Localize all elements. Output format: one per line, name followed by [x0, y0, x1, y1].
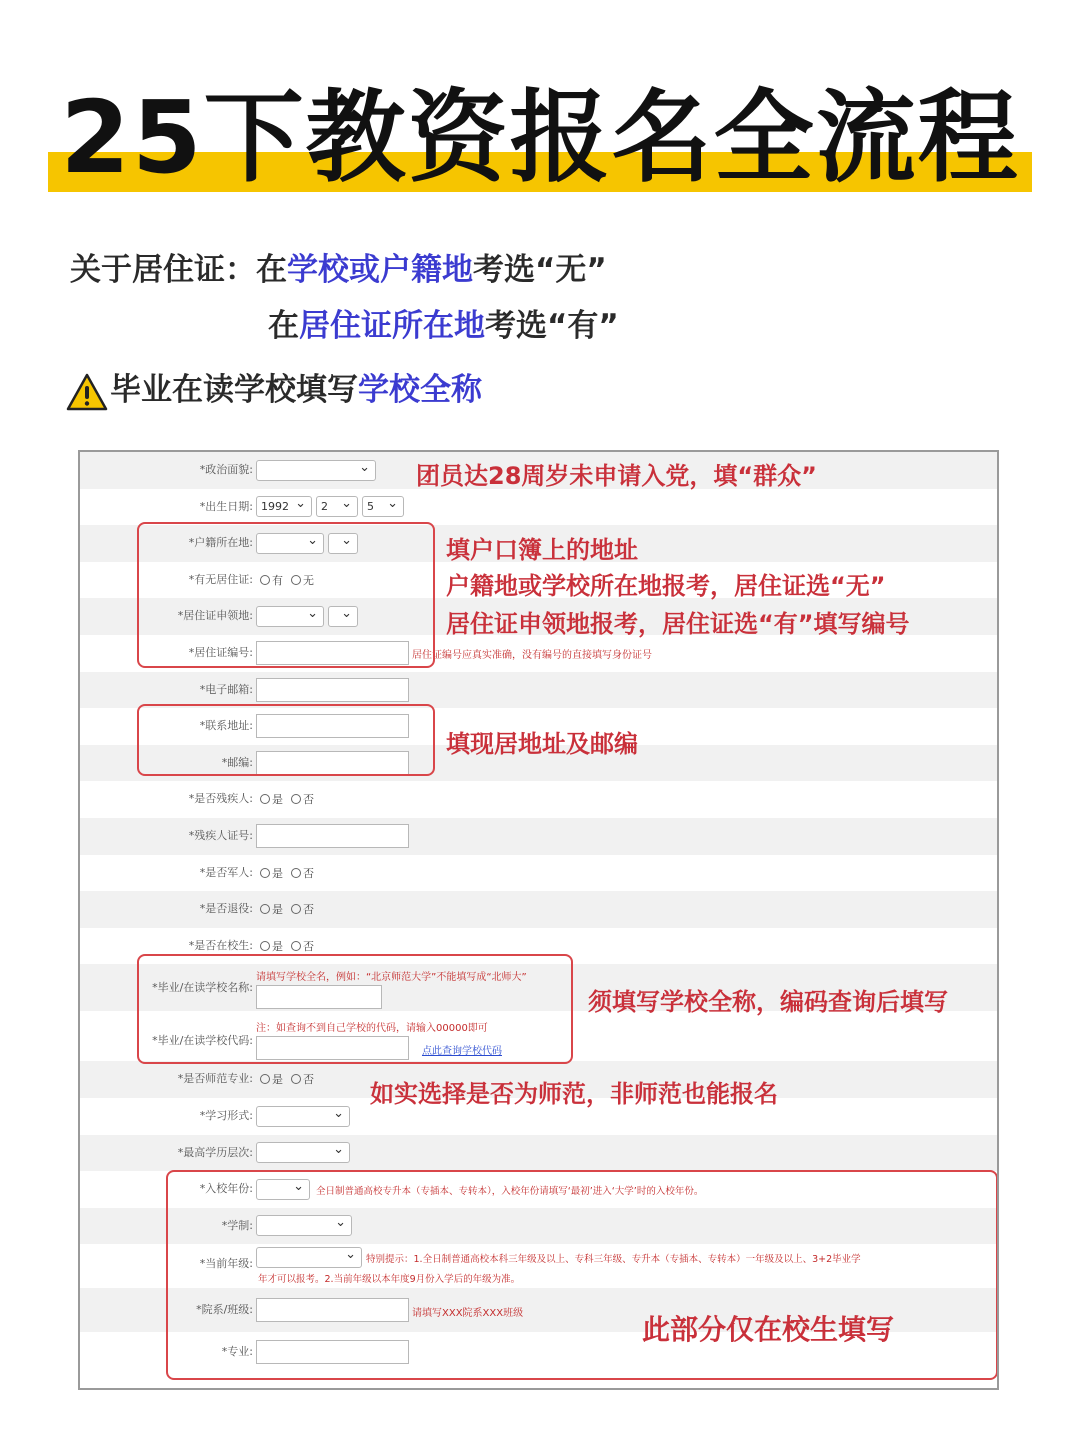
- annotation-address: 填现居地址及邮编: [446, 730, 638, 758]
- normal-no-radio[interactable]: 否: [291, 1071, 314, 1087]
- education-level-select[interactable]: [256, 1142, 350, 1163]
- student-yes-radio[interactable]: 是: [260, 938, 283, 954]
- permit-yes-radio[interactable]: 有: [260, 572, 283, 588]
- annotation-student-only: 此部分仅在校生填写: [642, 1313, 895, 1346]
- school-code-hint: 注：如查询不到自己学校的代码，请输入00000即可: [256, 1023, 488, 1035]
- enroll-year-hint: 全日制普通高校专升本（专插本、专转本），入校年份请填写‘最初’进入‘大学’时的入校年份。: [316, 1186, 704, 1198]
- row-permit-no: *居住证编号: 居住证编号应真实准确，没有编号的直接填写身份证号: [80, 635, 999, 672]
- permit-no-radio[interactable]: 无: [291, 572, 314, 588]
- disability-cert-input[interactable]: [256, 824, 409, 848]
- highlight-student-box: [166, 1170, 998, 1380]
- registration-form: [78, 450, 999, 1390]
- note-residence-have: 在居住证所在地考选“有”: [268, 308, 619, 344]
- row-hukou: *户籍所在地: ⌄ ⌄: [80, 525, 999, 562]
- row-school-name: *毕业/在读学校名称: 请填写学校全名，例如：“北京师范大学”不能填写成“北师大”: [80, 964, 999, 1011]
- page-title: 25下教资报名全流程: [60, 79, 1020, 196]
- row-address: *联系地址:: [80, 708, 999, 745]
- study-form-select[interactable]: [256, 1106, 350, 1127]
- birth-month-select[interactable]: 2 ⌄: [316, 496, 358, 517]
- annotation-permit-have: 居住证申领地报考，居住证选“有”填写编号: [446, 610, 910, 638]
- note-residence-none: 关于居住证：在学校或户籍地考选“无”: [70, 252, 607, 288]
- military-yes-radio[interactable]: 是: [260, 865, 283, 881]
- disabled-yes-radio[interactable]: 是: [260, 791, 283, 807]
- military-no-radio[interactable]: 否: [291, 865, 314, 881]
- retired-no-radio[interactable]: 否: [291, 901, 314, 917]
- political-select[interactable]: [256, 460, 376, 481]
- row-dept-class: *院系/班级: 请填写XXX院系XXX班级: [80, 1288, 999, 1332]
- row-education: *最高学历层次: ⌄: [80, 1135, 999, 1172]
- row-major: *专业:: [80, 1332, 999, 1390]
- birth-year-select[interactable]: 1992 ⌄: [256, 496, 312, 517]
- row-study-form: *学习形式: ⌄: [80, 1098, 999, 1135]
- row-birth: *出生日期: 1992 ⌄ 2 ⌄ 5 ⌄: [80, 489, 999, 526]
- row-normal-major: *是否师范专业: 是 否: [80, 1061, 999, 1098]
- row-school-code: *毕业/在读学校代码: 注：如查询不到自己学校的代码，请输入00000即可 点此查询学校代码: [80, 1011, 999, 1061]
- birth-day-select[interactable]: 5 ⌄: [362, 496, 404, 517]
- annotation-political: 团员达28周岁未申请入党，填“群众”: [416, 462, 817, 490]
- disabled-no-radio[interactable]: 否: [291, 791, 314, 807]
- row-enroll-year: *入校年份: ⌄ 全日制普通高校专升本（专插本、专转本），入校年份请填写‘最初’进入‘大学’时的入校年份。: [80, 1171, 999, 1208]
- grade-hint-2: 年才可以报考。2.当前年级以本年度9月份入学后的年级为准。: [258, 1274, 521, 1286]
- warning-icon: [66, 372, 108, 412]
- school-code-lookup-link[interactable]: 点此查询学校代码: [422, 1046, 502, 1058]
- row-permit-place: *居住证申领地: ⌄ ⌄: [80, 598, 999, 635]
- note-school-fullname: 毕业在读学校填写学校全称: [110, 372, 482, 408]
- row-disabled: *是否残疾人: 是 否: [188, 792, 314, 807]
- retired-yes-radio[interactable]: 是: [260, 901, 283, 917]
- normal-yes-radio[interactable]: 是: [260, 1071, 283, 1087]
- grade-hint-1: 特别提示：1.全日制普通高校本科三年级及以上、专科三年级、专升本（专插本、专转本）一年级及以上、3+2毕业学: [366, 1254, 861, 1266]
- annotation-permit-none: 户籍地或学校所在地报考，居住证选“无”: [446, 572, 886, 600]
- row-grade: *当前年级: ⌄ 特别提示：1.全日制普通高校本科三年级及以上、专科三年级、专升本（专插本、专转本）一年级及以上、3+2毕业学 年才可以报考。2.当前年级以本年度9月份入学后的年级为准。: [80, 1244, 999, 1288]
- row-military: *是否军人: 是 否: [199, 865, 314, 880]
- row-disabled-no: *残疾人证号:: [80, 818, 999, 855]
- highlight-residence-box: [137, 522, 435, 668]
- row-political: *政治面貌: ⌄: [80, 452, 999, 489]
- school-name-hint: 请填写学校全名，例如：“北京师范大学”不能填写成“北师大”: [256, 972, 527, 984]
- row-schooling: *学制: ⌄: [80, 1208, 999, 1245]
- permit-number-hint: 居住证编号应真实准确，没有编号的直接填写身份证号: [412, 650, 652, 661]
- row-postcode: *邮编:: [80, 745, 999, 782]
- highlight-school-box: [137, 954, 573, 1064]
- student-no-radio[interactable]: 否: [291, 938, 314, 954]
- annotation-hukou: 填户口簿上的地址: [446, 536, 638, 564]
- row-has-permit: *有无居住证: 有 无: [188, 572, 314, 587]
- email-input[interactable]: [256, 678, 409, 702]
- row-retired: *是否退役: 是 否: [80, 891, 999, 928]
- row-email: *电子邮箱:: [80, 672, 999, 709]
- row-student: *是否在校生: 是 否: [188, 938, 314, 953]
- annotation-school: 须填写学校全称，编码查询后填写: [588, 988, 948, 1016]
- highlight-address-box: [137, 704, 435, 776]
- annotation-normal: 如实选择是否为师范，非师范也能报名: [370, 1080, 778, 1108]
- dept-class-hint: 请填写XXX院系XXX班级: [412, 1308, 524, 1320]
